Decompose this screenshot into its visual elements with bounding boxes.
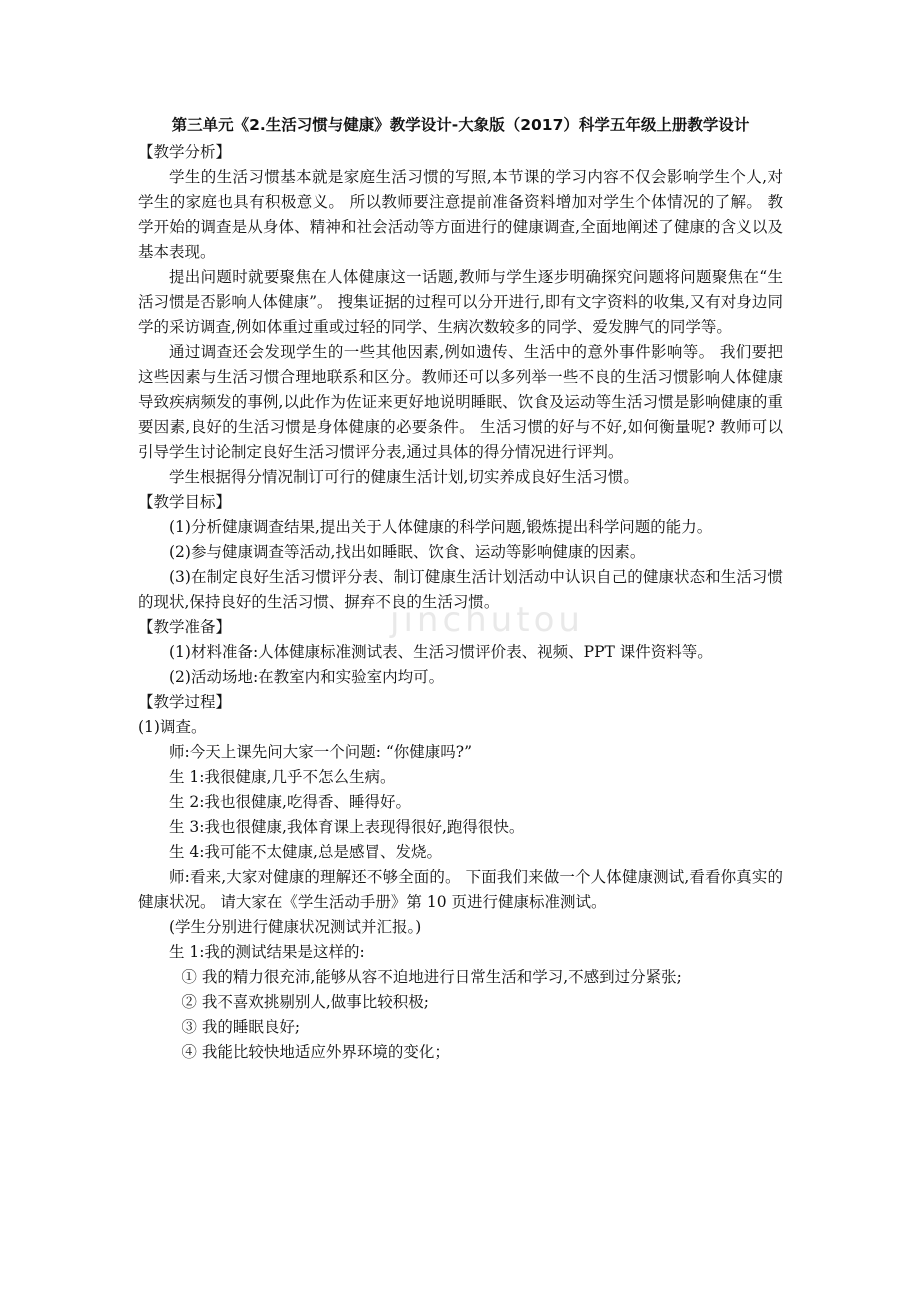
dialogue-line: 生 1:我的测试结果是这样的: — [169, 943, 365, 961]
dialogue-line: 生 3:我也很健康,我体育课上表现得很好,跑得很快。 — [169, 818, 525, 836]
analysis-paragraph: 学生的生活习惯基本就是家庭生活习惯的写照,本节课的学习内容不仅会影响学生个人,对学生的家庭也具有积极意义。 所以教师要注意提前准备资料增加对学生个体情况的了解。 教学开始的调查是从身体、精神和社会活动等方面进行的健康调查,全面地阐述了健康的含义以及基本表现。 — [138, 168, 783, 261]
dialogue-line: 生 4:我可能不太健康,总是感冒、发烧。 — [169, 843, 442, 861]
result-list-item: ④ 我能比较快地适应外界环境的变化； — [181, 1043, 450, 1061]
analysis-paragraph: 学生根据得分情况制订可行的健康生活计划,切实养成良好生活习惯。 — [169, 468, 639, 486]
watermark: jinchutou — [390, 600, 584, 640]
dialogue-line: (学生分别进行健康状况测试并汇报。) — [169, 918, 422, 936]
process-subheading: (1)调查。 — [138, 718, 207, 736]
dialogue-line: 生 2:我也很健康,吃得香、睡得好。 — [169, 793, 411, 811]
dialogue-line: 生 1:我很健康,几乎不怎么生病。 — [169, 768, 396, 786]
analysis-paragraph: 提出问题时就要聚焦在人体健康这一话题,教师与学生逐步明确探究问题将问题聚焦在“生活习惯是否影响人体健康”。 搜集证据的过程可以分开进行,即有文字资料的收集,又有对身边同学的采访调查,例如体重过重或过轻的同学、生病次数较多的同学、爱发脾气的同学等。 — [138, 268, 783, 336]
goal-item: (3)在制定良好生活习惯评分表、制订健康生活计划活动中认识自己的健康状态和生活习惯的现状,保持良好的生活习惯、摒弃不良的生活习惯。 — [138, 568, 783, 611]
goal-item: (2)参与健康调查等活动,找出如睡眠、饮食、运动等影响健康的因素。 — [169, 543, 646, 561]
section-heading-process: 【教学过程】 — [138, 693, 232, 711]
section-heading-prep: 【教学准备】 — [138, 618, 232, 636]
dialogue-line: 师:今天上课先问大家一个问题: “你健康吗?” — [169, 743, 473, 761]
document-page — [138, 112, 783, 1065]
prep-item: (2)活动场地:在教室内和实验室内均可。 — [169, 668, 445, 686]
result-list-item: ② 我不喜欢挑剔别人,做事比较积极; — [181, 993, 429, 1011]
result-list-item: ① 我的精力很充沛,能够从容不迫地进行日常生活和学习,不感到过分紧张; — [181, 968, 682, 986]
result-list-item: ③ 我的睡眠良好; — [181, 1018, 301, 1036]
section-heading-goals: 【教学目标】 — [138, 493, 232, 511]
document-title: 第三单元《2.生活习惯与健康》教学设计-大象版（2017）科学五年级上册教学设计 — [171, 116, 750, 134]
prep-item: (1)材料准备:人体健康标准测试表、生活习惯评价表、视频、PPT 课件资料等。 — [169, 643, 713, 661]
goal-item: (1)分析健康调查结果,提出关于人体健康的科学问题,锻炼提出科学问题的能力。 — [169, 518, 713, 536]
analysis-paragraph: 通过调查还会发现学生的一些其他因素,例如遗传、生活中的意外事件影响等。 我们要把这些因素与生活习惯合理地联系和区分。教师还可以多列举一些不良的生活习惯影响人体健康导致疾病频发的事例,以此作为佐证来更好地说明睡眠、饮食及运动等生活习惯是影响健康的重要因素,良好的生活习惯是身体健康的必要条件。 生活习惯的好与不好,如何衡量呢? 教师可以引导学生讨论制定良好生活习惯评分表,通过具体的得分情况进行评判。 — [138, 343, 783, 461]
section-heading-analysis: 【教学分析】 — [138, 143, 232, 161]
dialogue-line: 师:看来,大家对健康的理解还不够全面的。 下面我们来做一个人体健康测试,看看你真实的健康状况。 请大家在《学生活动手册》第 10 页进行健康标准测试。 — [138, 868, 783, 911]
